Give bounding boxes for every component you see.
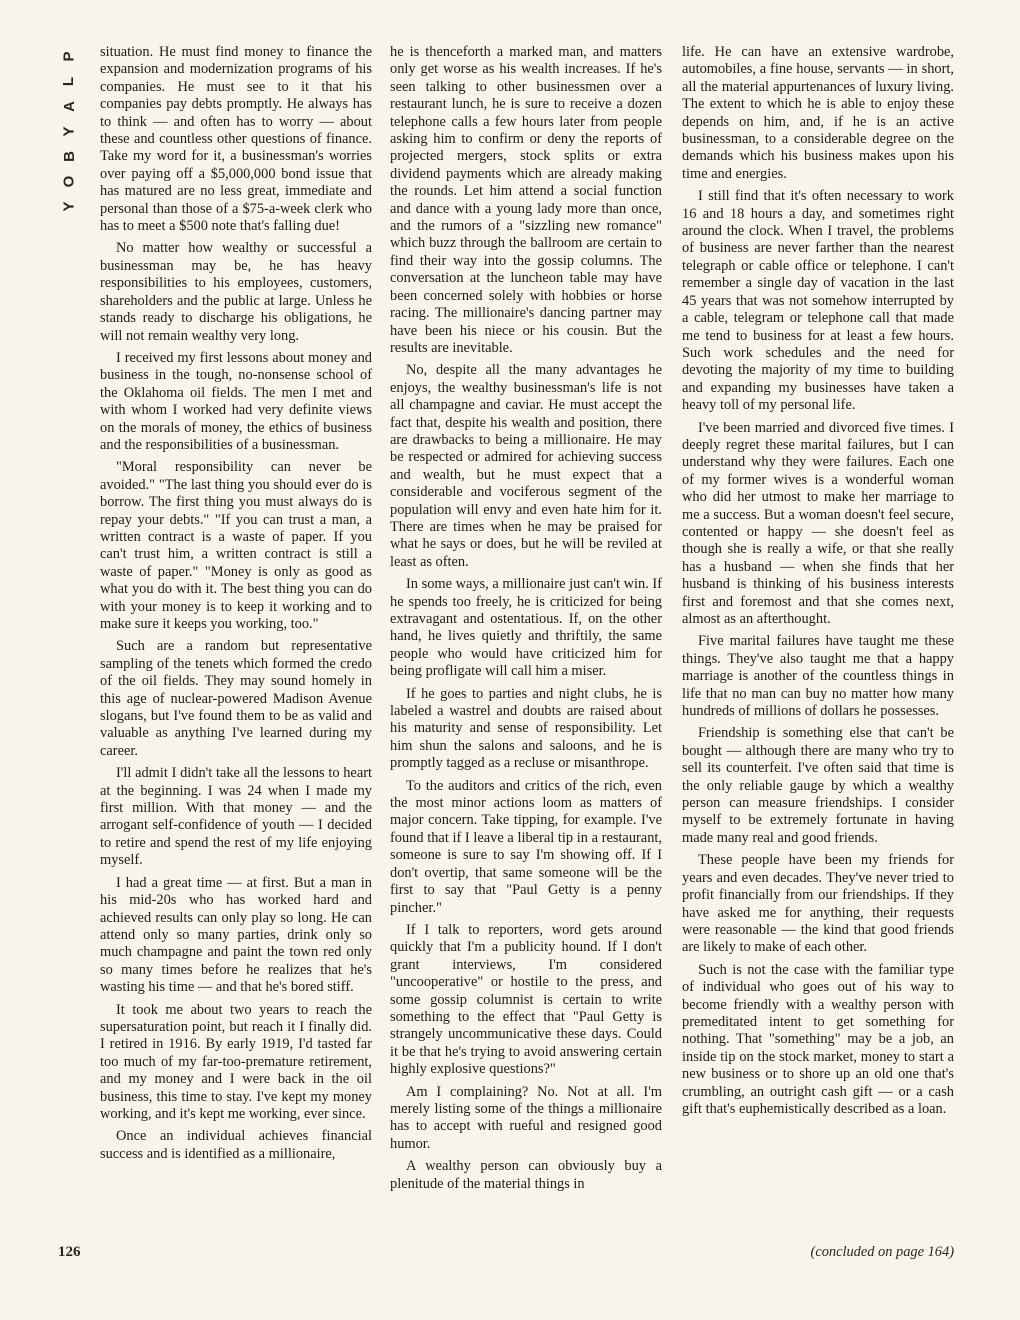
paragraph: In some ways, a millionaire just can't win. If he spends too freely, he is criticized for being extravagant and ostentatious. If, on the other hand, he lives quietly and thriftily, the same people who would have criticized him for being profligate will call him a miser. (390, 576, 662, 680)
paragraph: No, despite all the many advantages he enjoys, the wealthy businessman's life is not all champagne and caviar. He must accept the fact that, despite his wealth and position, there are drawbacks to being a millionaire. He may be respected or admired for achieving success and wealth, but he must expect that a considerable and vociferous segment of the population will envy and even hate him for it. There are times when he may be praised for what he says or does, but he will be reviled at least as often. (390, 362, 662, 570)
paragraph: situation. He must find money to finance the expansion and modernization programs of his companies. He must see to it that his companies pay debts promptly. He always has to think — and often has to worry — about these and countless other questions of finance. Take my word for it, a businessman's worries over paying off a $5,000,000 bond issue that has matured are no less great, immediate and personal than those of a $75-a-week clerk who has to meet a $500 note that's falling due! (100, 44, 372, 235)
sidebar-letter: A (60, 101, 78, 112)
paragraph: Once an individual achieves financial success and is identified as a millionaire, (100, 1128, 372, 1162)
paragraph: I received my first lessons about money and business in the tough, no-nonsense school of the Oklahoma oil fields. The men I met and with whom I worked had very definite views on the morals of money, the ethics of business and the responsibilities of a businessman. (100, 349, 372, 453)
continuation-note: (concluded on page 164) (810, 1244, 954, 1260)
paragraph: I'll admit I didn't take all the lessons to heart at the beginning. I was 24 when I made my first million. With that money — and the arrogant self-confidence of youth — I decided to retire and spend the rest of my life enjoying myself. (100, 765, 372, 869)
sidebar-letter: Y (60, 201, 78, 212)
paragraph: I still find that it's often necessary to work 16 and 18 hours a day, and sometimes right around the clock. When I travel, the problems of business are never farther than the nearest telegraph or cable office or telephone. I can't remember a single day of vacation in the last 45 years that was not somehow interrupted by a cable, telegram or telephone call that made me tend to business for at least a few hours. Such work schedules and the need for devoting the majority of my time to building and expanding my businesses have taken a heavy toll of my personal life. (682, 188, 954, 414)
paragraph: It took me about two years to reach the supersaturation point, but reach it I finally did. I retired in 1916. By early 1919, I'd tasted far too much of my far-too-premature retirement, and my money and I were back in the oil business, this time to stay. I've kept my money working, and it's kept me working, ever since. (100, 1001, 372, 1122)
paragraph: I had a great time — at first. But a man in his mid-20s who has worked hard and achieved results can only play so long. He can attend only so many parties, drink only so much champagne and paint the town red only so many times before he realizes that he's wasting his time — and that he's bored stiff. (100, 874, 372, 996)
paragraph: A wealthy person can obviously buy a plenitude of the material things in (390, 1158, 662, 1192)
paragraph: No matter how wealthy or successful a businessman may be, he has heavy responsibilities to his employees, customers, shareholders and the public at large. Unless he stands ready to discharge his obligations, he will not remain wealthy very long. (100, 240, 372, 344)
paragraph: Such is not the case with the familiar type of individual who goes out of his way to become friendly with a wealthy person with premeditated intent to get something for nothing. That "something" may be a job, an inside tip on the stock market, money to start a new business or to shore up an old one that's crumbling, an outright cash gift — or a cash gift that's euphemistically described as a loan. (682, 961, 954, 1117)
article-column-1 (100, 44, 372, 1168)
paragraph: If I talk to reporters, word gets around quickly that I'm a publicity hound. If I don't grant interviews, I'm considered "uncooperative" or hostile to the press, and some gossip columnist is certain to write something to the effect that "Paul Getty is strangely uncommunicative these days. Could it be that he's trying to avoid answering certain highly explosive questions?" (390, 921, 662, 1078)
sidebar-letter: P (60, 51, 78, 62)
paragraph: "Moral responsibility can never be avoided." "The last thing you should ever do is borrow. The first thing you must always do is repay your debts." "If you can trust a man, a written contract is a waste of paper. If you can't trust him, a written contract is still a waste of paper." "Money is only as good as what you do with it. The best thing you can do with your money is to keep it working and to make sure it keeps you working, too." (100, 459, 372, 632)
paragraph: life. He can have an extensive wardrobe, automobiles, a fine house, servants — in short, all the material appurtenances of luxury living. The extent to which he is able to enjoy these depends on him, and, if he is an active businessman, to a considerable degree on the demands which his business makes upon his time and energies. (682, 44, 954, 182)
page-number: 126 (58, 1244, 81, 1260)
article-column-3 (682, 44, 954, 1123)
paragraph: Such are a random but representative sampling of the tenets which formed the credo of the oil fields. They may sound homely in this age of nuclear-powered Madison Avenue slogans, but I've found them to be as valid and valuable as anything I've learned during my career. (100, 638, 372, 759)
article-column-2 (390, 44, 662, 1198)
sidebar-letter: Y (60, 126, 78, 137)
paragraph: These people have been my friends for years and even decades. They've never tried to profit financially from our friendships. If they have asked me for anything, their requests were reasonable — the kind that good friends are likely to make of each other. (682, 852, 954, 956)
paragraph: I've been married and divorced five times. I deeply regret these marital failures, but I can understand why they were failures. Each one of my former wives is a wonderful woman who did her utmost to make her marriage to me a success. But a woman doesn't feel secure, contented or happy — she doesn't feel as though she is really a wife, or that she really has a husband — when she finds that her husband is thinking of his business interests first and foremost and that she comes next, almost as an afterthought. (682, 419, 954, 627)
paragraph: he is thenceforth a marked man, and matters only get worse as his wealth increases. If he's seen talking to other businessmen over a restaurant lunch, he is sure to receive a dozen telephone calls a few hours later from people asking him to confirm or deny the reports of projected mergers, stock splits or extra dividend payments which are already making the rounds. Let him attend a social function and dance with a young lady more than once, and the rumors of a "sizzling new romance" which buzz through the ballroom are certain to find their way into the gossip columns. The conversation at the luncheon table may have been concerned solely with hobbies or horse racing. The millionaire's dancing partner may have been his niece or his cousin. But the results are inevitable. (390, 44, 662, 356)
paragraph: Five marital failures have taught me these things. They've also taught me that a happy marriage is another of the countless things in life that no man can buy no matter how many hundreds of millions of dollars he possesses. (682, 633, 954, 720)
paragraph: To the auditors and critics of the rich, even the most minor actions loom as matters of major concern. Take tipping, for example. I've found that if I leave a liberal tip in a restaurant, someone is sure to say I'm showing off. If I don't overtip, that same someone will be the first to say that "Paul Getty is a penny pincher." (390, 777, 662, 916)
paragraph: Am I complaining? No. Not at all. I'm merely listing some of the things a millionaire has to accept with rueful and resigned good humor. (390, 1083, 662, 1152)
paragraph: Friendship is something else that can't be bought — although there are many who try to sell its counterfeit. I've often said that time is the only reliable gauge by which a wealthy person can measure friendships. I consider myself to be extremely fortunate in having made many real and good friends. (682, 725, 954, 846)
magazine-sidebar-logo (56, 44, 82, 219)
sidebar-letter: B (60, 151, 78, 162)
sidebar-letter: L (60, 76, 78, 87)
sidebar-letter: O (60, 175, 78, 188)
paragraph: If he goes to parties and night clubs, he is labeled a wastrel and doubts are raised about his maturity and sense of responsibility. Let him shun the salons and saloons, and he is promptly tagged as a recluse or misanthrope. (390, 685, 662, 772)
